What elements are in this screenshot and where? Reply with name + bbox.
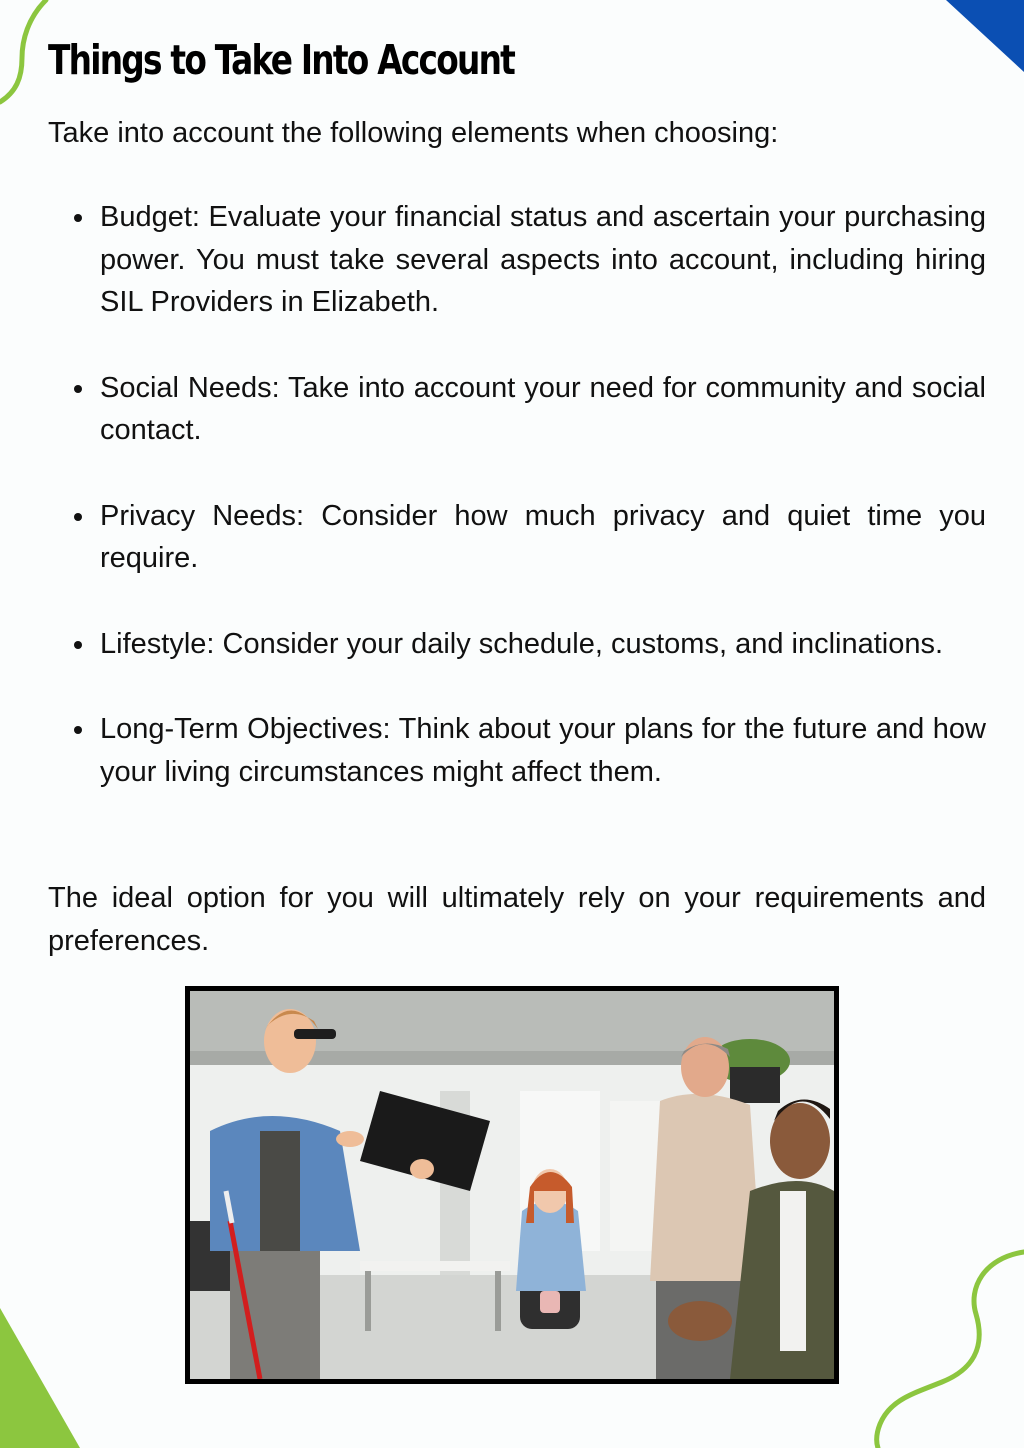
- bullet-dot: [74, 214, 82, 222]
- intro-paragraph: Take into account the following elements when choosing:: [48, 117, 779, 149]
- list-item-text: Social Needs: Take into account your need for community and social contact.: [100, 371, 986, 446]
- office-meeting-photo: [185, 986, 839, 1384]
- bullet-dot: [74, 641, 82, 649]
- office-meeting-illustration: [190, 991, 834, 1379]
- list-item-budget: [48, 196, 986, 324]
- list-item-lifestyle: [48, 623, 986, 666]
- list-item-social-needs: [48, 367, 986, 452]
- page-title: Things to Take Into Account: [48, 36, 515, 84]
- bullet-dot: [74, 726, 82, 734]
- list-item-privacy-needs: [48, 495, 986, 580]
- decorative-blue-triangle-top-right: [946, 0, 1024, 74]
- list-item-text: Long-Term Objectives: Think about your plans for the future and how your living circumstances might affect them.: [100, 713, 986, 788]
- bullet-dot: [74, 513, 82, 521]
- decorative-green-swirl-bottom-right: [864, 1248, 1024, 1448]
- closing-paragraph: The ideal option for you will ultimately rely on your requirements and preferences.: [48, 882, 986, 957]
- list-item-text: Privacy Needs: Consider how much privacy and quiet time you require.: [100, 499, 986, 574]
- decorative-green-triangle-bottom-left: [0, 1308, 80, 1448]
- bullet-dot: [74, 385, 82, 393]
- list-item-text: Lifestyle: Consider your daily schedule, customs, and inclinations.: [100, 627, 944, 660]
- list-item-text: Budget: Evaluate your financial status and ascertain your purchasing power. You must take several aspects into account, including hiring SIL Providers in Elizabeth.: [100, 201, 986, 318]
- considerations-list: [48, 196, 986, 836]
- list-item-long-term-objectives: [48, 708, 986, 793]
